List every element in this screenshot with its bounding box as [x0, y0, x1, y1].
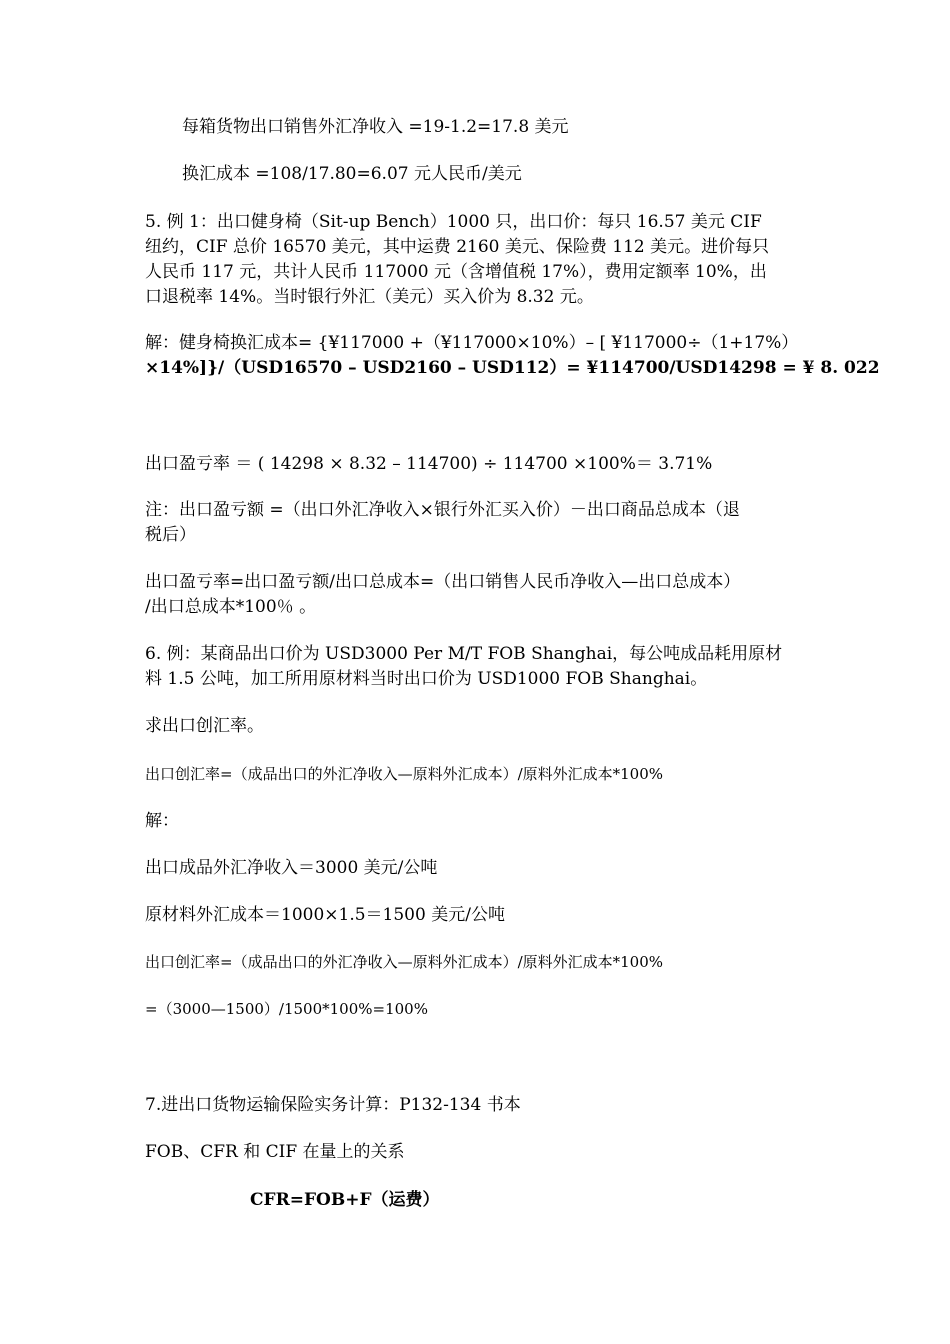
paragraph-exchange-cost: 换汇成本 =108/17.80=6.07 元人民币/美元 — [182, 164, 522, 184]
price-terms-relation: FOB、CFR 和 CIF 在量上的关系 — [145, 1142, 405, 1162]
profit-rate-formula-line2: /出口总成本*100％ 。 — [145, 597, 317, 617]
example5-line4: 口退税率 14%。当时银行外汇（美元）买入价为 8.32 元。 — [145, 287, 594, 307]
finished-product-income: 出口成品外汇净收入＝3000 美元/公吨 — [145, 858, 438, 878]
solution5-line1: 解：健身椅换汇成本= {¥117000 +（¥117000×10%）– [ ¥117000÷（1+17%） — [145, 333, 799, 353]
example5-line2: 纽约，CIF 总价 16570 美元，其中运费 2160 美元、保险费 112 美元。进价每只 — [145, 237, 770, 257]
example6-line2: 料 1.5 公吨，加工所用原材料当时出口价为 USD1000 FOB Shanghai。 — [145, 669, 708, 689]
note-line1: 注：出口盈亏额 =（出口外汇净收入×银行外汇买入价）－出口商品总成本（退 — [145, 500, 740, 520]
raw-material-cost: 原材料外汇成本＝1000×1.5＝1500 美元/公吨 — [145, 905, 505, 925]
section7-heading: 7.进出口货物运输保险实务计算：P132-134 书本 — [145, 1095, 521, 1115]
profit-rate-formula-line1: 出口盈亏率=出口盈亏额/出口总成本=（出口销售人民币净收入—出口总成本） — [145, 572, 741, 592]
profit-rate-calculation: 出口盈亏率 ＝ ( 14298 × 8.32 – 114700) ÷ 114700 ×100%＝ 3.71% — [145, 454, 713, 474]
cfr-formula: CFR=FOB+F（运费） — [250, 1190, 440, 1210]
solution5-line2: ×14%]}/（USD16570 – USD2160 – USD112）= ¥114700/USD14298 = ¥ 8. 022 — [145, 358, 880, 378]
forex-creation-result: =（3000—1500）/1500*100%=100% — [145, 1000, 428, 1018]
question-text: 求出口创汇率。 — [145, 716, 264, 736]
forex-creation-formula: 出口创汇率=（成品出口的外汇净收入—原料外汇成本）/原料外汇成本*100% — [145, 765, 664, 783]
note-line2: 税后） — [145, 525, 196, 545]
example5-line1: 5. 例 1：出口健身椅（Sit-up Bench）1000 只，出口价：每只 16.57 美元 CIF — [145, 212, 762, 232]
forex-creation-formula-repeat: 出口创汇率=（成品出口的外汇净收入—原料外汇成本）/原料外汇成本*100% — [145, 953, 664, 971]
solution6-label: 解： — [145, 811, 179, 831]
paragraph-net-income-per-box: 每箱货物出口销售外汇净收入 =19-1.2=17.8 美元 — [182, 117, 569, 137]
example6-line1: 6. 例：某商品出口价为 USD3000 Per M/T FOB Shanghai，每公吨成品耗用原材 — [145, 644, 783, 664]
example5-line3: 人民币 117 元，共计人民币 117000 元（含增值税 17%），费用定额率 10%，出 — [145, 262, 767, 282]
